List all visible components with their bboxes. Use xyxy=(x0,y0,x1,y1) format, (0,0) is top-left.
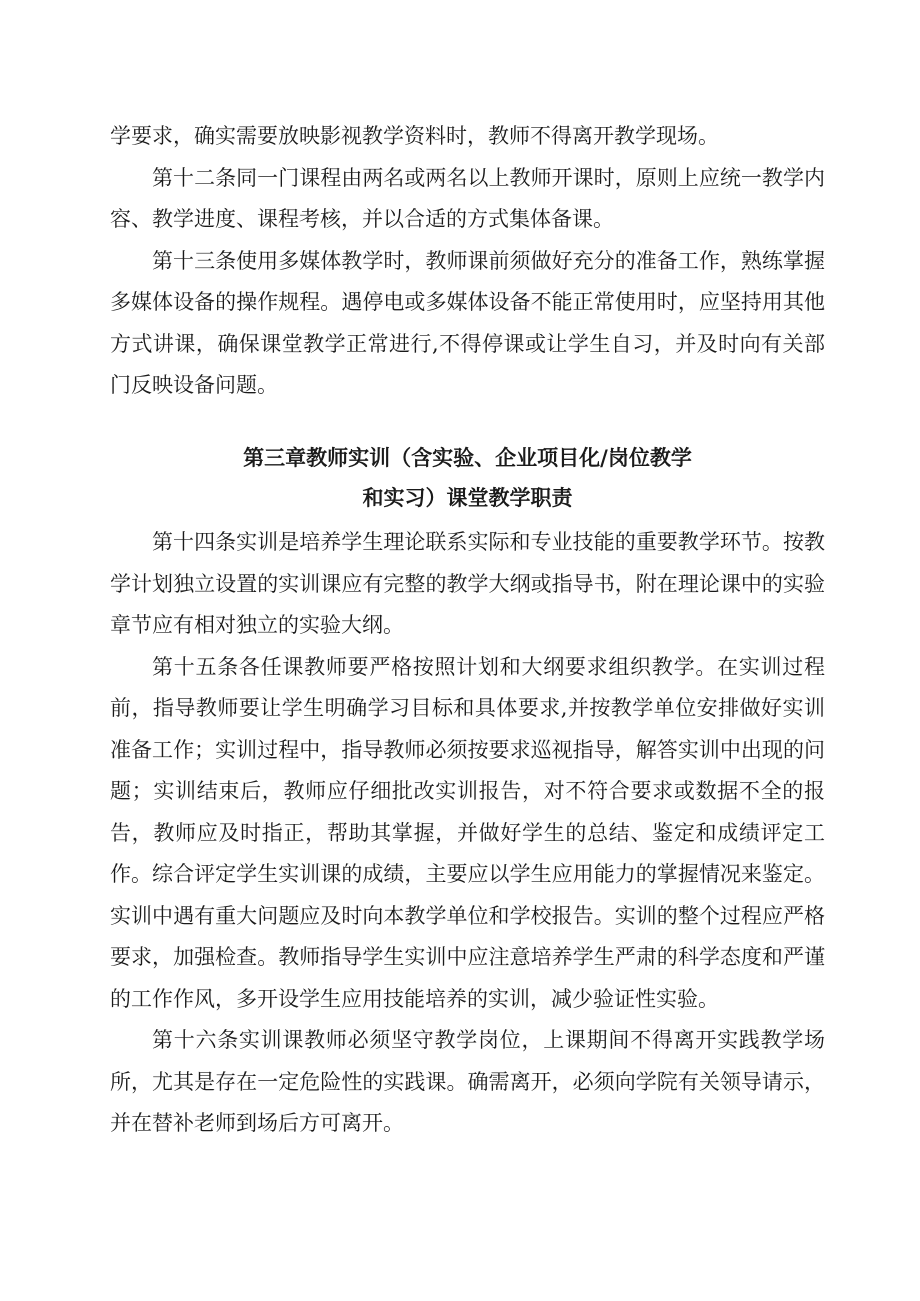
section-articles-14-16 xyxy=(110,522,825,1145)
chapter-title-line-1: 第三章教师实训（含实验、企业项目化/岗位教学 xyxy=(243,445,692,470)
paragraph-article-16: 第十六条实训课教师必须坚守教学岗位，上课期间不得离开实践教学场所，尤其是存在一定危险性的实践课。确需离开，必须向学院有关领导请示，并在替补老师到场后方可离开。 xyxy=(110,1028,825,1135)
paragraph-article-12: 第十二条同一门课程由两名或两名以上教师开课时，原则上应统一教学内容、教学进度、课程考核，并以合适的方式集体备课。 xyxy=(110,165,825,231)
chapter-3-heading xyxy=(110,438,825,518)
section-articles-11-13 xyxy=(110,116,825,407)
paragraph-article-13: 第十三条使用多媒体教学时，教师课前须做好充分的准备工作，熟练掌握多媒体设备的操作规程。遇停电或多媒体设备不能正常使用时，应坚持用其他方式讲课，确保课堂教学正常进行,不得停课或让学生自习，并及时向有关部门反映设备问题。 xyxy=(110,248,825,397)
paragraph-article-11-continuation: 学要求，确实需要放映影视教学资料时，教师不得离开教学现场。 xyxy=(110,124,719,148)
paragraph-article-15: 第十五条各任课教师要严格按照计划和大纲要求组织教学。在实训过程前，指导教师要让学生明确学习目标和具体要求,并按教学单位安排做好实训准备工作；实训过程中，指导教师必须按要求巡视指导，解答实训中出现的问题；实训结束后，教师应仔细批改实训报告，对不符合要求或数据不全的报告，教师应及时指正，帮助其掌握，并做好学生的总结、鉴定和成绩评定工作。综合评定学生实训课的成绩，主要应以学生应用能力的掌握情况来鉴定。实训中遇有重大问题应及时向本教学单位和学校报告。实训的整个过程应严格要求，加强检查。教师指导学生实训中应注意培养学生严肃的科学态度和严谨的工作作风，多开设学生应用技能培养的实训，减少验证性实验。 xyxy=(110,654,825,1011)
paragraph-article-14: 第十四条实训是培养学生理论联系实际和专业技能的重要教学环节。按教学计划独立设置的实训课应有完整的教学大纲或指导书，附在理论课中的实验章节应有相对独立的实验大纲。 xyxy=(110,530,825,637)
chapter-title-line-2: 和实习）课堂教学职责 xyxy=(362,485,573,510)
